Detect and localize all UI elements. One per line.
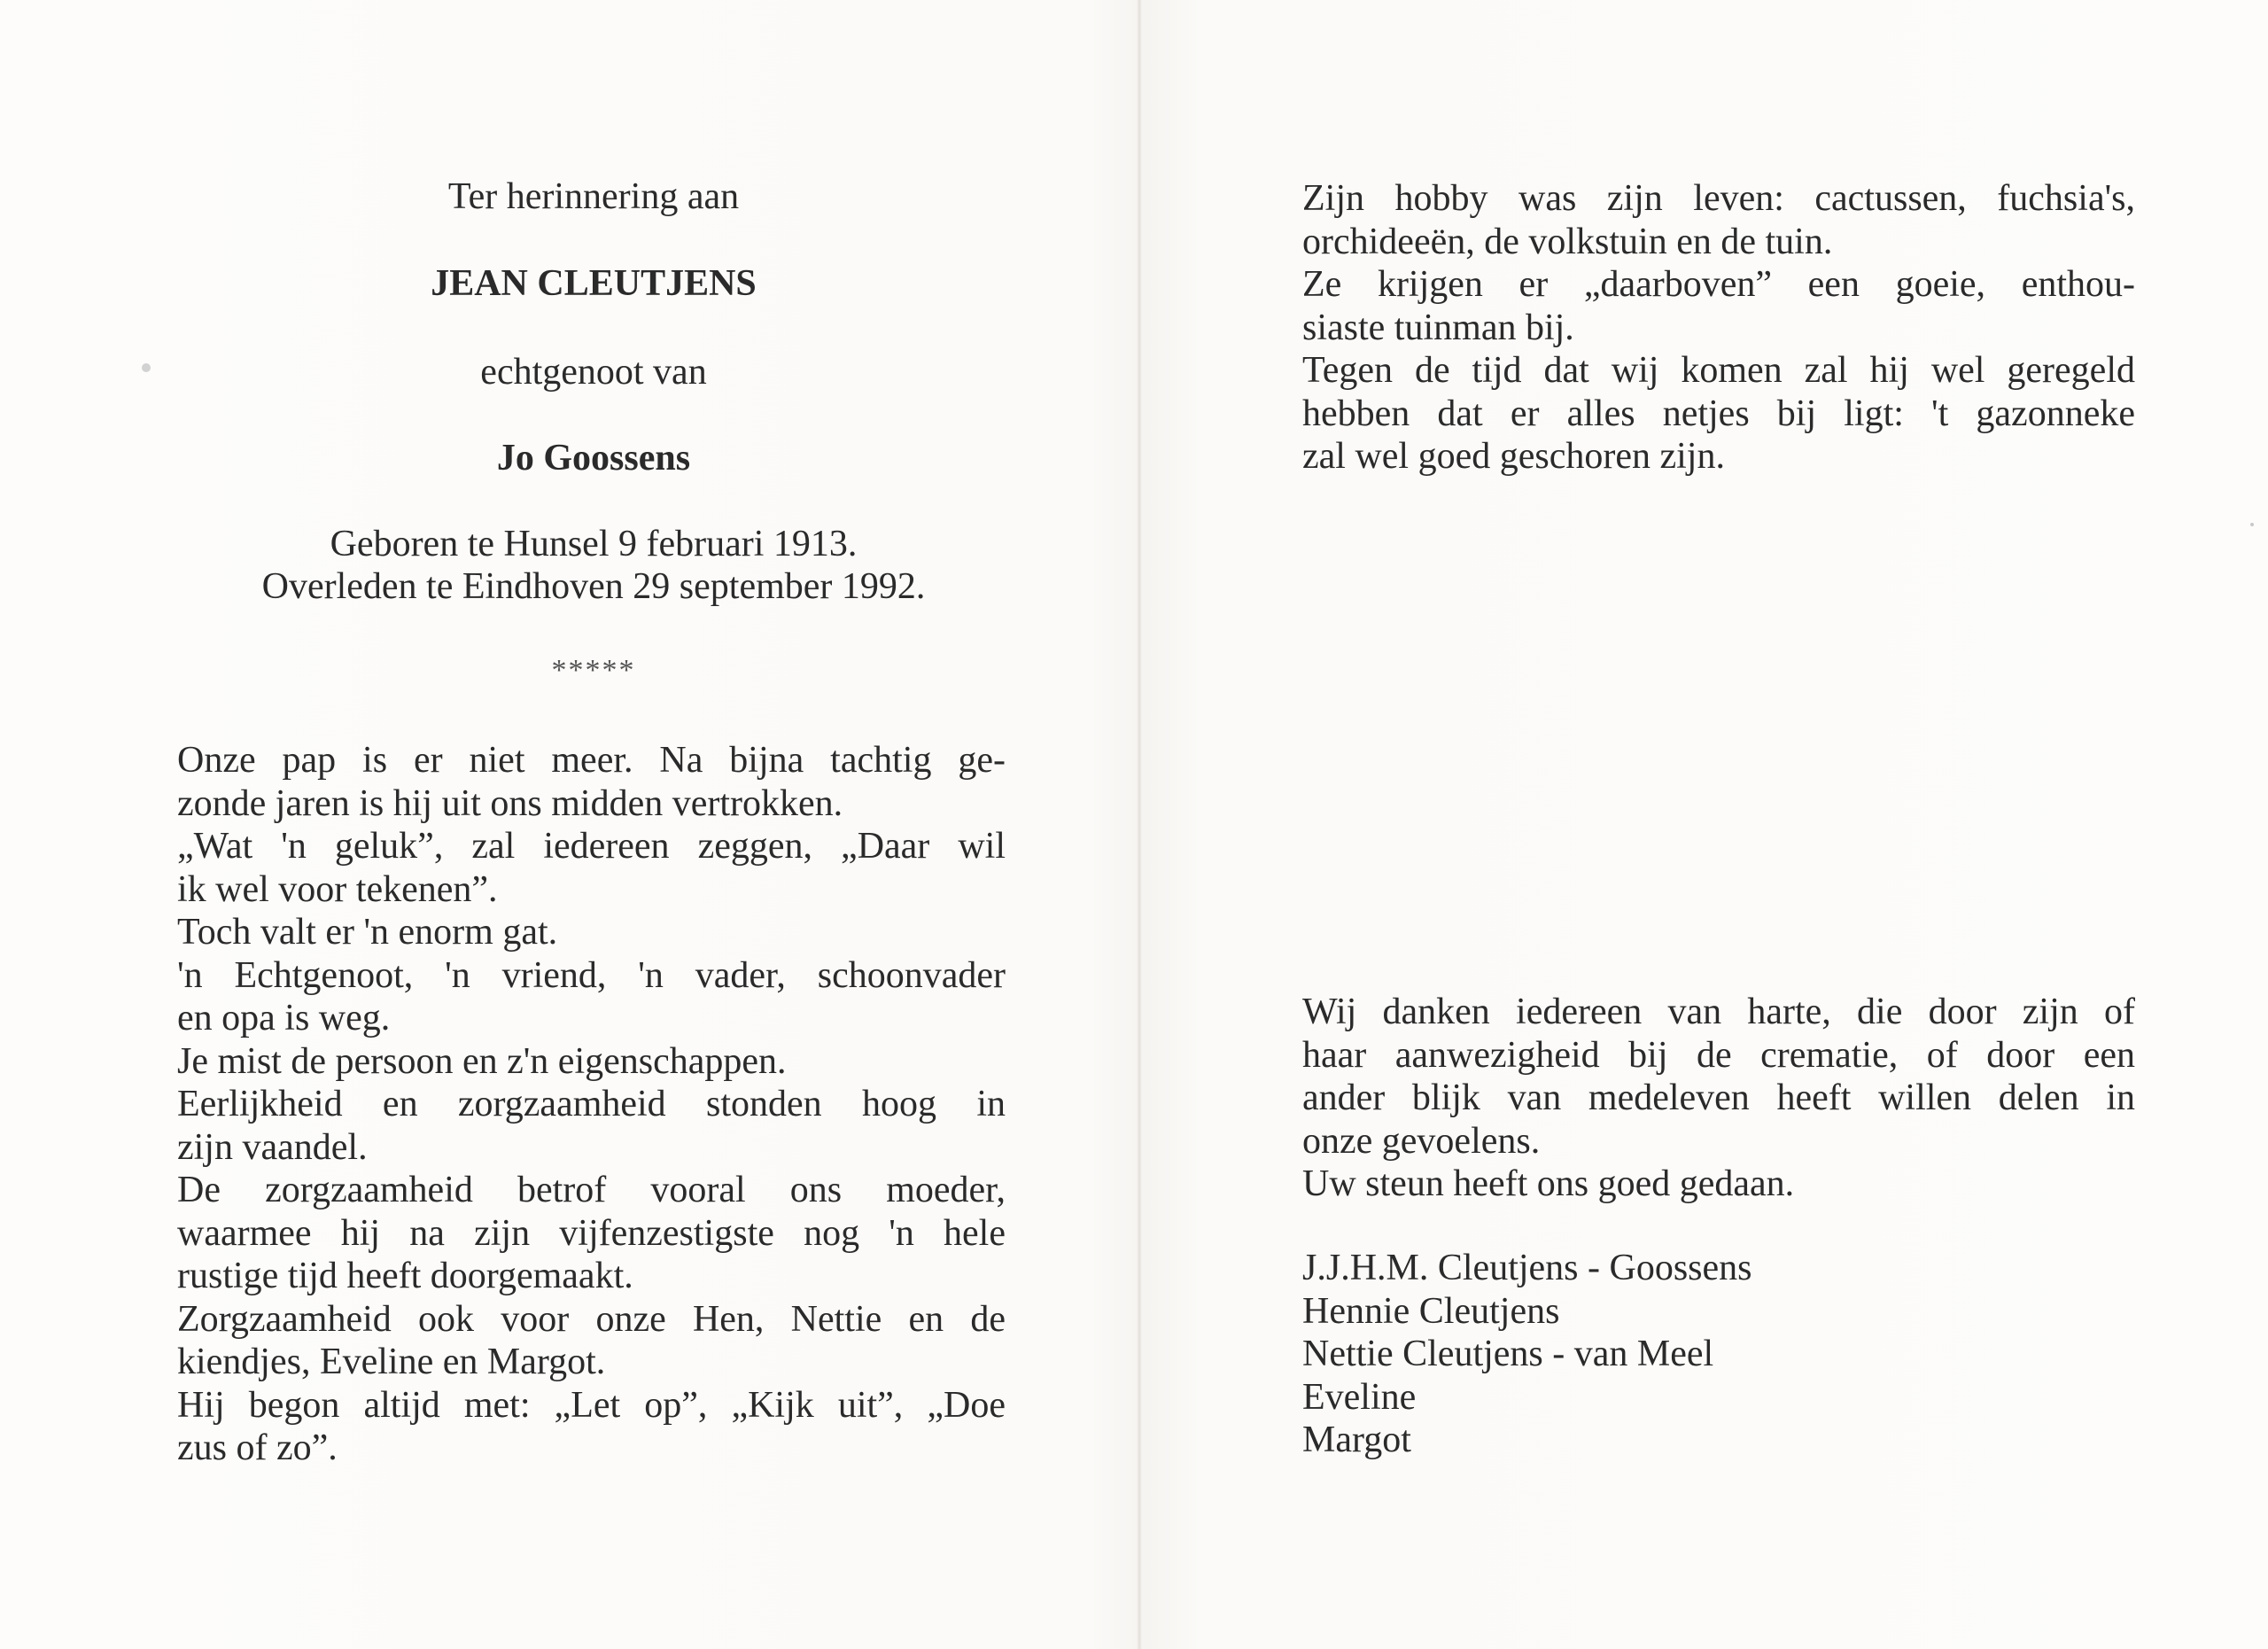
text-line: 'n Echtgenoot, 'n vriend, 'n vader, schoonvader xyxy=(177,954,1006,996)
family-signatures xyxy=(1302,1247,2135,1462)
card-fold-crease xyxy=(1137,0,1142,1649)
deceased-name: JEAN CLEUTJENS xyxy=(431,263,757,304)
text-line: Ze krijgen er „daarboven” een goeie, enthou- xyxy=(1302,264,2135,305)
text-line: Hij begon altijd met: „Let op”, „Kijk uit”, „Doe xyxy=(177,1384,1006,1426)
signature-line: Nettie Cleutjens - van Meel xyxy=(1302,1334,1714,1374)
signature-line: Hennie Cleutjens xyxy=(1302,1290,1560,1332)
signature-line: J.J.H.M. Cleutjens - Goossens xyxy=(1302,1248,1752,1288)
text-line: Zijn hobby was zijn leven: cactussen, fuchsia's, xyxy=(1302,178,2135,219)
signature-line: Eveline xyxy=(1302,1376,1417,1418)
text-line: Uw steun heeft ons goed gedaan. xyxy=(1302,1163,1795,1204)
text-line: Onze pap is er niet meer. Na bijna tachtig ge- xyxy=(177,740,1006,781)
memorial-text xyxy=(177,739,1006,1470)
text-line: zal wel goed geschoren zijn. xyxy=(1302,436,1725,477)
text-line: onze gevoelens. xyxy=(1302,1120,1541,1162)
text-line: Je mist de persoon en z'n eigenschappen. xyxy=(177,1040,787,1082)
intro-text: Ter herinnering aan xyxy=(447,176,740,217)
hobby-text xyxy=(1302,177,2135,478)
signature-line: Margot xyxy=(1302,1420,1411,1460)
text-line: orchideeën, de volkstuin en de tuin. xyxy=(1302,221,1833,262)
paper-speck xyxy=(2250,523,2254,526)
text-line: zus of zo”. xyxy=(177,1427,338,1468)
text-line: ander blijk van medeleven heeft willen delen in xyxy=(1302,1077,2135,1118)
birth-line: Geboren te Hunsel 9 februari 1913. xyxy=(330,524,858,564)
text-line: Eerlijkheid en zorgzaamheid stonden hoog in xyxy=(177,1084,1006,1124)
spouse-label: echtgenoot van xyxy=(480,352,707,393)
text-line: Toch valt er 'n enorm gat. xyxy=(177,912,558,953)
spouse-name: Jo Goossens xyxy=(496,438,691,478)
text-line: siaste tuinman bij. xyxy=(1302,307,1574,348)
paper-speck xyxy=(142,363,151,372)
text-line: kiendjes, Eveline en Margot. xyxy=(177,1342,606,1382)
text-line: Wij danken iedereen van harte, die door zijn of xyxy=(1302,992,2135,1032)
text-line: ik wel voor tekenen”. xyxy=(177,868,498,910)
text-line: waarmee hij na zijn vijfenzestigste nog 'n hele xyxy=(177,1212,1006,1254)
text-line: en opa is weg. xyxy=(177,998,391,1038)
text-line: rustige tijd heeft doorgemaakt. xyxy=(177,1256,633,1296)
text-line: Tegen de tijd dat wij komen zal hij wel geregeld xyxy=(1302,350,2135,391)
text-line: hebben dat er alles netjes bij ligt: 't gazonneke xyxy=(1302,393,2135,434)
text-line: zijn vaandel. xyxy=(177,1126,368,1168)
text-line: zonde jaren is hij uit ons midden vertrokken. xyxy=(177,782,843,824)
text-line: haar aanwezigheid bij de crematie, of door een xyxy=(1302,1034,2135,1076)
text-line: Zorgzaamheid ook voor onze Hen, Nettie en de xyxy=(177,1298,1006,1340)
text-line: De zorgzaamheid betrof vooral ons moeder, xyxy=(177,1170,1006,1210)
thanks-text xyxy=(1302,991,2135,1206)
text-line: „Wat 'n geluk”, zal iedereen zeggen, „Daar wil xyxy=(177,826,1006,867)
death-line: Overleden te Eindhoven 29 september 1992. xyxy=(261,566,926,607)
separator-stars: ***** xyxy=(551,654,636,687)
